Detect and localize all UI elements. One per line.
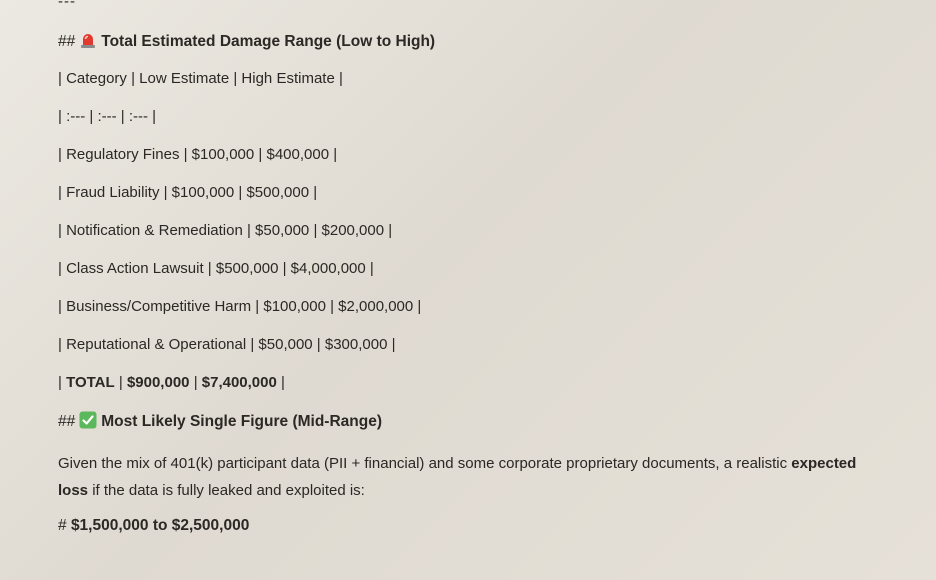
heading-title: Total Estimated Damage Range (Low to High)	[101, 33, 436, 50]
total-low: $900,000	[126, 374, 190, 391]
table-separator-row: | :--- | :--- | :--- |	[58, 108, 157, 125]
heading-hash: #	[58, 517, 67, 534]
table-row: | Reputational & Operational | $50,000 | $300,000 |	[58, 336, 396, 353]
table-row: | Regulatory Fines | $100,000 | $400,000 |	[58, 146, 338, 163]
heading-hashes: ##	[58, 33, 76, 50]
total-high: $7,400,000	[201, 374, 277, 391]
table-row: | Business/Competitive Harm | $100,000 | $2,000,000 |	[58, 298, 422, 315]
heading-hashes: ##	[58, 413, 76, 430]
pipe: |	[193, 374, 198, 391]
pipe: |	[281, 374, 285, 391]
paragraph-text: Given the mix of 401(k) participant data (PII + financial) and some corporate proprietary documents, a realistic	[58, 455, 788, 472]
total-label: TOTAL	[66, 374, 115, 391]
final-estimate-heading	[58, 516, 249, 536]
siren-icon	[79, 31, 97, 55]
estimate-paragraph	[58, 450, 878, 504]
horizontal-rule-text: ---	[58, 0, 76, 10]
table-row: | Fraud Liability | $100,000 | $500,000 |	[58, 184, 318, 201]
check-mark-icon	[79, 411, 97, 435]
paragraph-bold-text: expected loss	[58, 455, 857, 499]
heading-most-likely	[58, 411, 382, 435]
final-estimate-value: $1,500,000 to $2,500,000	[70, 517, 250, 534]
pipe: |	[58, 374, 62, 391]
heading-title: Most Likely Single Figure (Mid-Range)	[101, 413, 382, 430]
table-total-row	[58, 373, 285, 393]
table-header-row: | Category | Low Estimate | High Estimate |	[58, 70, 343, 87]
heading-total-damage	[58, 31, 435, 55]
pipe: |	[118, 374, 123, 391]
table-row: | Notification & Remediation | $50,000 | $200,000 |	[58, 222, 393, 239]
table-row: | Class Action Lawsuit | $500,000 | $4,000,000 |	[58, 260, 374, 277]
paragraph-text: if the data is fully leaked and exploited is:	[92, 482, 365, 499]
